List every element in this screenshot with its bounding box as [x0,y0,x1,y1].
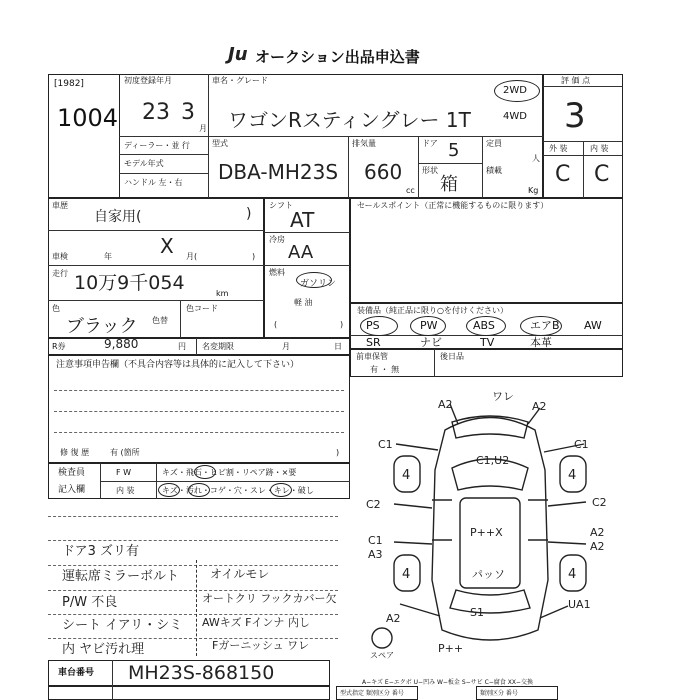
pre-storage-value: 有 ・ 無 [370,365,400,374]
inspector-label-2: 記入欄 [58,485,86,495]
equip-airbag-circle [520,316,562,336]
yen-unit: 円 [178,342,186,351]
after-label: 後日品 [440,352,464,361]
damage-legend: A−キズ E−エクボ U−凹み W−板金 S−サビ C−腐食 XX−交換 [362,679,533,686]
pre-storage-label: 前車保管 [356,352,388,361]
doors-label: ドア [422,139,438,148]
drive-4wd: 4WD [503,111,527,122]
history-value: 自家用( [94,209,142,225]
mark-c1-right: C1 [574,438,589,451]
capacity-label: 定員 [486,139,502,148]
notes-block [48,355,350,463]
mark-a3: A3 [368,548,383,561]
interior-label: 内 装 [590,144,609,153]
mileage-label: 走行 [52,269,68,278]
rear-window [450,590,530,613]
body-label: 形状 [422,166,438,175]
r-label: R券 [52,342,66,351]
mark-a2-tl: A2 [438,398,453,411]
mark-roof: P++X [470,526,503,539]
mark-c2-right: C2 [592,496,607,509]
code-small: [1982] [54,79,84,89]
inspector-label-1: 検査員 [58,468,86,478]
exterior-value: C [555,162,571,187]
dealer-label: ディーラー・並 行 [124,141,190,150]
mark-p-bottom: P++ [438,642,464,655]
mark-c2-left: C2 [366,498,381,511]
chassis-value: MH23S-868150 [128,662,275,684]
light-oil-label: 軽 油 [294,298,313,307]
equip-airbag: エアB [530,319,560,332]
expiry-month: 月 [282,342,290,351]
first-reg-year: 23 [142,100,170,125]
type-value: DBA-MH23S [218,160,339,184]
capacity-unit: 人 [532,154,540,163]
equip-pw-circle [410,316,446,336]
km-unit: km [216,289,229,298]
color-swap-label: 色替 [152,316,168,325]
inspection-close: ) [252,252,256,261]
sales-point-label: セールスポイント（正常に機能するものに限ります） [357,201,549,210]
int-scratch-circle [158,483,180,497]
car-name: ワゴンRスティングレー 1T [228,108,471,132]
equip-leather: 本革 [530,336,552,349]
chassis-label: 車台番号 [58,668,95,678]
car-name-label: 車名・グレード [212,76,268,85]
drive-2wd: 2WD [503,85,527,96]
mark-s1: S1 [470,606,484,619]
note-right-4: Fガーニッシュ ワレ [212,639,310,652]
type-box-1-label: 型式指定 類別区分 番号 [340,690,404,697]
cc-unit: cc [406,186,415,195]
r-value: 9,880 [104,337,139,351]
note-right-1: オイルモレ [210,567,270,581]
note-right-2: オートクリ フックカバー欠 [202,592,337,605]
mark-c1-left: C1 [378,438,393,451]
mark-spare: スペア [370,651,394,660]
fw-stone-circle [194,465,216,479]
note-left-5: 内 ヤビ汚れ理 [62,642,145,657]
wheel-score-fl: 4 [402,468,411,483]
car-damage-diagram [360,390,620,660]
expiry-label: 名変期限 [202,342,234,351]
page-title: オークション出品申込書 [255,48,420,66]
month-suffix: 月 [199,124,207,133]
equip-ps-circle [360,316,398,336]
spare-tire [372,628,392,648]
mark-a2-tr: A2 [532,400,547,413]
color-code-label: 色コード [186,304,218,313]
doors-value: 5 [448,140,460,161]
mark-c1-u2: C1,U2 [476,454,510,467]
fw-label: F W [116,468,132,477]
color-label: 色 [52,304,60,313]
first-reg-month: 3 [181,100,195,125]
displacement-value: 660 [364,160,403,184]
fuel-paren-open: ( [274,320,278,329]
repair-value: 有 (箇所 [110,448,140,457]
body-value: 箱 [440,174,458,195]
month-unit: 月( [186,252,198,261]
color-value: ブラック [66,316,138,337]
fuel-circle [296,272,332,288]
recycle-row [48,338,350,355]
equip-aw: AW [584,319,602,332]
interior-label-2: 内 装 [116,486,135,495]
interior-items: キズ・汚れ・コゲ・穴・スレ・キレ・破し [162,486,314,495]
mark-a2-bottom: A2 [386,612,401,625]
year-unit: 年 [104,252,112,261]
note-left-2: 運転席ミラーボルト [62,569,180,584]
fuel-label: 燃料 [269,268,285,277]
mark-c1-a3: C1 [368,534,383,547]
first-reg-label: 初度登録年月 [124,76,172,85]
mark-ua1: UA1 [568,598,591,611]
ju-logo: Ju [228,44,248,65]
wheel-score-rl: 4 [402,567,411,582]
equip-abs: ABS [473,319,495,332]
repair-close: ) [336,448,340,457]
type-label: 型式 [212,139,228,148]
handle-label: ハンドル 左・右 [124,178,183,187]
type-box-2-label: 類別区分 番号 [480,690,518,697]
equip-sr: SR [366,336,381,349]
model-year-label: モデル年式 [124,159,164,168]
equip-abs-circle [466,316,506,336]
int-dirt-circle [188,483,210,497]
repair-label: 修 復 歴 [60,448,90,457]
inspection-value: X [160,234,174,258]
interior-value: C [594,162,610,187]
int-rub-circle [270,483,292,497]
inspection-label: 車検 [52,252,68,261]
mileage-value: 10万9千054 [74,272,185,294]
equip-ps: PS [366,319,380,332]
history-label: 車歴 [52,201,68,210]
equipment-label: 装備品（純正品に限り○を付けください） [357,306,508,315]
note-right-3: AWキズ Fインナ 内し [202,616,310,629]
expiry-day: 日 [334,342,342,351]
shift-label: シフト [269,201,293,210]
score-label: 評 価 点 [561,76,591,85]
ac-value: AA [288,242,314,263]
exterior-label: 外 装 [549,144,568,153]
shift-value: AT [290,208,315,232]
score-value: 3 [564,96,586,136]
sales-point-block [350,198,623,303]
chassis-row-2 [48,686,330,700]
mark-rear: パッソ [472,568,505,581]
fw-items: キズ・飛石・ヒビ割・リペア跡・×要 [162,468,297,477]
wheel-score-rr: 4 [568,567,577,582]
note-left-1: ドア3 ズリ有 [62,544,140,559]
wheel-score-fr: 4 [568,468,577,483]
lot-number: 1004 [57,104,119,132]
mark-a2-right-1: A2 [590,526,605,539]
notes-label: 注意事項申告欄（不具合内容等は具体的に記入して下さい） [56,360,300,370]
lot-box [48,74,120,198]
equip-navi: ナビ [420,336,442,349]
fuel-value: ガソリン [300,279,337,289]
fuel-paren-close: ) [340,320,344,329]
displacement-label: 排気量 [352,139,376,148]
note-left-3: P/W 不良 [62,595,118,610]
history-close: ) [246,206,252,222]
note-left-4: シート イアリ・シミ [62,618,183,633]
equip-pw: PW [420,319,438,332]
front-bumper [452,416,528,438]
mark-a2-right-2: A2 [590,540,605,553]
equip-tv: TV [480,336,495,349]
load-unit: Kg [528,186,539,195]
mark-crack: ワレ [492,390,514,403]
drive-2wd-circle [494,80,540,102]
ac-label: 冷房 [269,235,285,244]
load-label: 積載 [486,166,502,175]
